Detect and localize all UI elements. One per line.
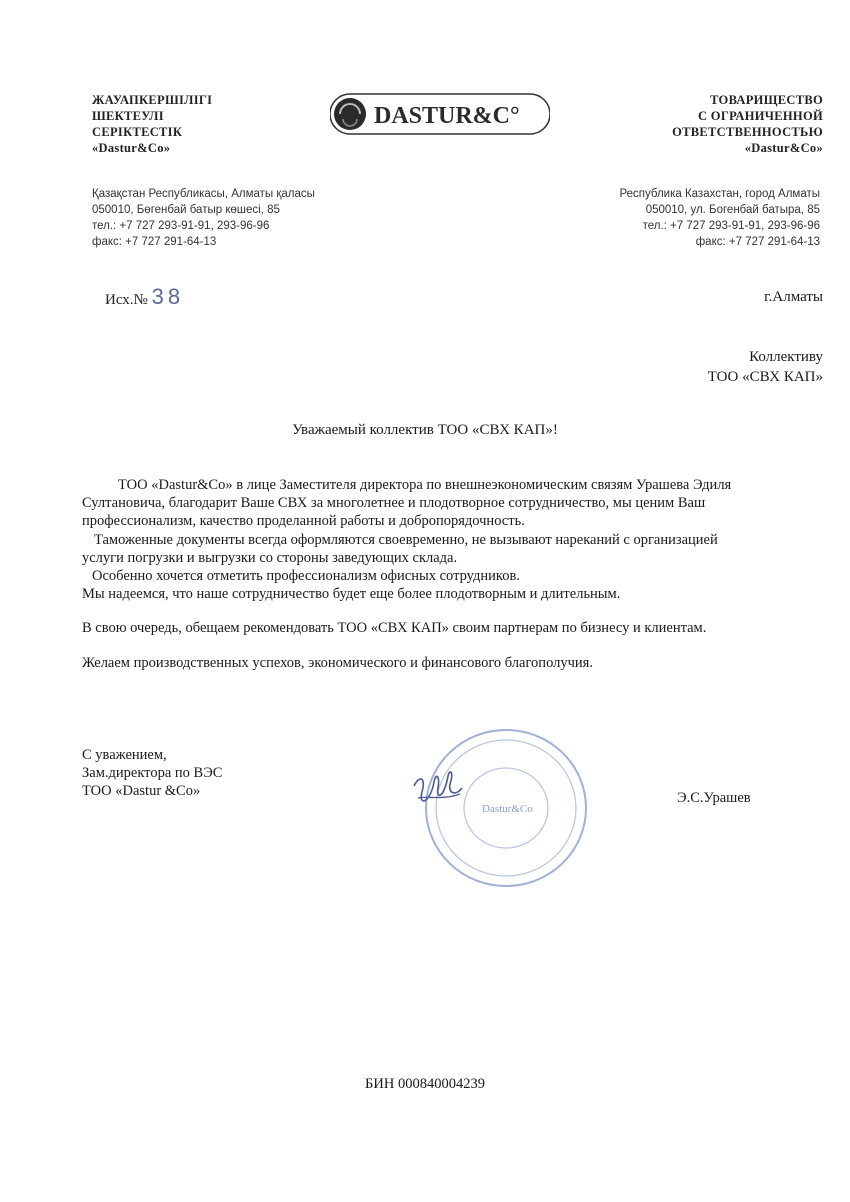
address-line: 050010, ул. Богенбай батыра, 85 xyxy=(645,204,820,216)
bin-number: БИН 000840004239 xyxy=(365,1076,485,1092)
header-right-line: ТОВАРИЩЕСТВО xyxy=(710,93,823,107)
body-line: услуги погрузки и выгрузки со стороны заведующих склада. xyxy=(82,549,458,566)
outgoing-number-value: 38 xyxy=(151,284,185,309)
address-line: Республика Казахстан, город Алматы xyxy=(619,188,820,200)
body-line: ТОО «Dastur&Co» в лице Заместителя директора по внешнеэкономическим связям Урашева Эдиля xyxy=(118,477,732,493)
header-left-line: ШЕКТЕУЛІ xyxy=(92,109,164,123)
header-right-line: «Dastur&Co» xyxy=(744,141,823,155)
closing-block xyxy=(82,746,222,800)
salutation: Уважаемый коллектив ТОО «СВХ КАП»! xyxy=(292,422,558,438)
body-line: Особенно хочется отметить профессионализм офисных сотрудников. xyxy=(92,568,520,585)
header-right-line: С ОГРАНИЧЕННОЙ xyxy=(698,109,823,123)
header-right-russian xyxy=(672,92,823,156)
company-stamp xyxy=(404,726,594,912)
body-line: В свою очередь, обещаем рекомендовать ТОО «СВХ КАП» своим партнерам по бизнесу и клиентам. xyxy=(82,620,707,637)
outgoing-label: Исх.№ xyxy=(105,292,148,308)
header-left-line: ЖАУАПКЕРШІЛІГІ xyxy=(92,93,213,107)
company-logo xyxy=(330,90,550,138)
header-left-line: СЕРІКТЕСТІК xyxy=(92,125,183,139)
outgoing-number xyxy=(105,284,184,310)
signatory-name: Э.С.Урашев xyxy=(677,790,751,806)
address-line: Қазақстан Республикасы, Алматы қаласы xyxy=(92,188,315,200)
closing-line: ТОО «Dastur &Co» xyxy=(82,783,201,799)
logo-graphic xyxy=(330,90,550,138)
city: г.Алматы xyxy=(764,289,823,305)
body-line: Султановича, благодарит Ваше СВХ за многолетнее и плодотворное сотрудничество, мы ценим Ваш xyxy=(82,495,706,512)
closing-line: Зам.директора по ВЭС xyxy=(82,765,223,781)
header-left-kazakh xyxy=(92,92,212,156)
address-line: тел.: +7 727 293-91-91, 293-96-96 xyxy=(92,220,270,232)
body-line: Мы надеемся, что наше сотрудничество будет еще более плодотворным и длительным. xyxy=(82,586,621,603)
logo-text: DASTUR&C° xyxy=(374,103,520,129)
body-line: Желаем производственных успехов, экономического и финансового благополучия. xyxy=(82,654,593,671)
header-right-line: ОТВЕТСТВЕННОСТЬЮ xyxy=(672,125,823,139)
address-line: факс: +7 727 291-64-13 xyxy=(695,236,820,248)
address-line: 050010, Бөгенбай батыр көшесі, 85 xyxy=(92,204,280,216)
recipient xyxy=(708,347,823,387)
body-line: профессионализм, качество проделанной работы и добропорядочность. xyxy=(82,513,525,530)
body-line: Таможенные документы всегда оформляются своевременно, не вызывают нареканий с организацией xyxy=(94,531,718,548)
closing-line: С уважением, xyxy=(82,747,167,763)
stamp-text: Dastur&Co xyxy=(482,803,533,815)
recipient-line: Коллективу xyxy=(749,349,823,365)
recipient-line: ТОО «СВХ КАП» xyxy=(707,369,823,385)
address-right xyxy=(619,186,820,250)
address-left xyxy=(92,186,315,250)
address-line: тел.: +7 727 293-91-91, 293-96-96 xyxy=(642,220,820,232)
header-left-line: «Dastur&Co» xyxy=(92,141,171,155)
letter-body xyxy=(82,476,822,672)
stamp-seal-icon xyxy=(404,726,594,912)
address-line: факс: +7 727 291-64-13 xyxy=(92,236,217,248)
